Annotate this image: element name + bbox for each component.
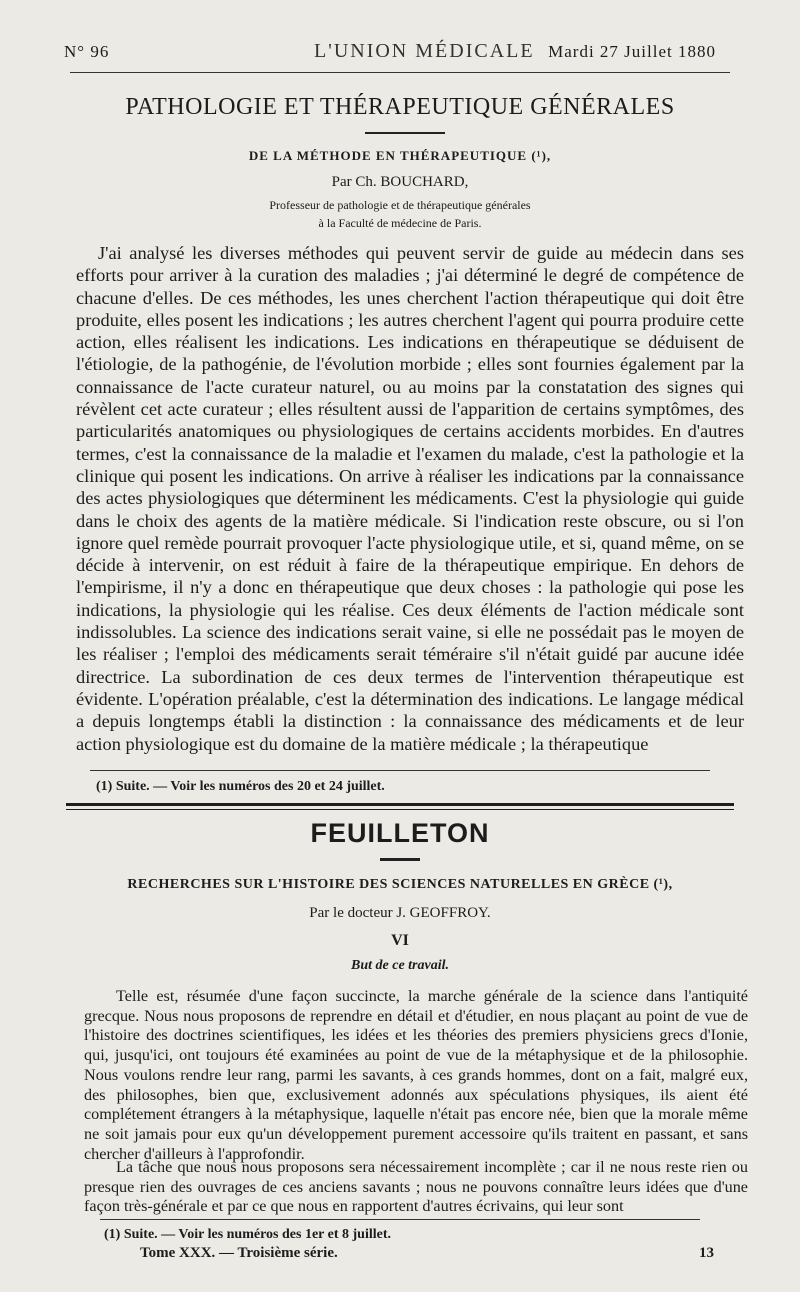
feuilleton-footnote: (1) Suite. — Voir les numéros des 1er et 8 juillet. <box>104 1227 391 1242</box>
issue-number: N° 96 <box>64 42 110 61</box>
feuilleton-paragraph-2: La tâche que nous nous proposons sera nécessairement incomplète ; car il ne nous reste rien ou presque rien des ouvrages de ces anciens savants ; nous ne pouvons connaître leurs idées que d'une façon très-générale et par ce que nous en rapportent d'autres écrivains, qui leur sont <box>84 1158 748 1216</box>
author-affiliation-line2: à la Faculté de médecine de Paris. <box>318 216 482 230</box>
feuilleton-heading: FEUILLETON <box>310 818 490 848</box>
header-rule <box>70 72 730 73</box>
chapter-subtitle: But de ce travail. <box>351 958 449 973</box>
author-affiliation-line1: Professeur de pathologie et de thérapeutique générales <box>269 198 531 212</box>
page-footer <box>140 1245 714 1262</box>
journal-title: L'UNION MÉDICALE <box>314 40 535 62</box>
section-title: PATHOLOGIE ET THÉRAPEUTIQUE GÉNÉRALES <box>125 94 675 120</box>
page-header <box>64 38 716 66</box>
feuilleton-byline: Par le docteur J. GEOFFROY. <box>309 905 491 921</box>
volume-label: Tome XXX. — Troisième série. <box>140 1245 338 1261</box>
feuilleton-title: RECHERCHES SUR L'HISTOIRE DES SCIENCES NATURELLES EN GRÈCE (¹), <box>127 877 673 892</box>
article-title: DE LA MÉTHODE EN THÉRAPEUTIQUE (¹), <box>248 148 552 163</box>
feuilleton-divider-top <box>66 803 734 806</box>
article-footnote: (1) Suite. — Voir les numéros des 20 et 24 juillet. <box>96 779 385 794</box>
feuilleton-divider-bottom <box>66 809 734 810</box>
chapter-number: VI <box>391 932 409 949</box>
issue-date: Mardi 27 Juillet 1880 <box>548 42 716 61</box>
section-divider <box>365 132 445 134</box>
feuilleton-paragraph-1: Telle est, résumée d'une façon succincte, la marche générale de la science dans l'antiquité grecque. Nous nous proposons de reprendre en détail et d'étudier, en nous plaçant au point de vue de l'histoire des doctrines scientifiques, les idées et les théories des premiers physiciens grecs d'Ionie, qui, jusqu'ici, ont toujours été examinées au point de vue de la métaphysique et de la philosophie. Nous voulons rendre leur rang, parmi les savants, à ces grands hommes, dont on a fait, malgré eux, des philosophes, bien que, exclusivement adonnés aux spéculations physiques, ils aient été complétement étrangers à la métaphysique, laquelle n'était pas encore née, bien que la morale même ne soit jamais pour eux qu'un développement purement accessoire qu'ils traitent en passant, et sans chercher d'ailleurs à l'approfondir. <box>84 987 748 1163</box>
page-number: 13 <box>699 1245 714 1261</box>
feuilleton-short-rule <box>380 858 420 861</box>
feuilleton-footnote-rule <box>100 1219 700 1220</box>
article-body: J'ai analysé les diverses méthodes qui peuvent servir de guide au médecin dans ses efforts pour arriver à la curation des maladies ; j'ai déterminé le degré de compétence de chacune d'elles. De ces méthodes, les unes cherchent l'action thérapeutique qui doit être produite, elles posent les indications ; les autres cherchent l'agent qui pourra produire cette action, elles réalisent les indications. Les indications en thérapeutique se déduisent de l'étiologie, de la pathogénie, de l'évolution morbide ; elles sont fournies également par la connaissance de l'acte curateur naturel, ou au moins par la constatation des signes qui révèlent cet acte curateur ; elles résultent aussi de l'apparition de certains symptômes, des particularités anatomiques ou physiologiques de certains accidents morbides. En d'autres termes, c'est la connaissance de la maladie et l'examen du malade, c'est la pathologie et la clinique qui posent les indications. On arrive à réaliser les indications par la connaissance des actes physiologiques que déterminent les médicaments. C'est la physiologie qui guide dans le choix des agents de la matière médicale. Si l'indication reste obscure, ou si l'on ignore quel remède pourrait provoquer l'acte physiologique utile, et si, quand même, on se décide à intervenir, on est réduit à faire de la thérapeutique empirique. En dehors de l'empirisme, il n'y a donc en thérapeutique que deux choses : la pathologie qui pose les indications, la physiologie qui les réalise. Ces deux éléments de l'action médicale sont indissolubles. La science des indications serait vaine, si elle ne possédait pas le moyen de les réaliser ; l'emploi des médicaments serait téméraire s'il n'était guidé par aucune idée directrice. La subordination de ces deux termes de l'intervention thérapeutique est évidente. L'opération préalable, c'est la détermination des indications. Le langage médical a depuis longtemps établi la distinction : la connaissance des médicaments et de leur action physiologique est du domaine de la matière médicale ; la thérapeutique <box>76 243 744 754</box>
article-byline: Par Ch. BOUCHARD, <box>331 174 469 190</box>
footnote-rule <box>90 770 710 771</box>
